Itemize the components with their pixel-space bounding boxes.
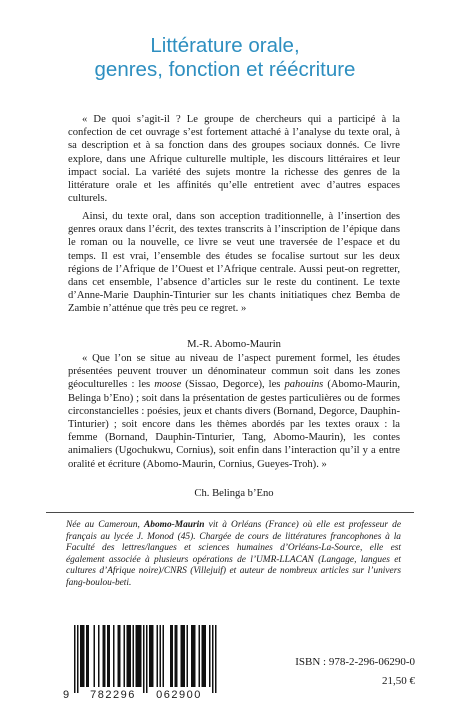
quote-2-text — [68, 352, 400, 471]
barcode-bar — [182, 625, 184, 687]
barcode-bar — [199, 625, 201, 687]
barcode-bar — [149, 625, 151, 687]
quote-2-signature-block — [68, 487, 400, 500]
barcode-bar — [187, 625, 189, 687]
barcode-bar — [118, 625, 120, 687]
bio-seg-2: vit à Orléans (France) où elle est professeur de français au lycée J. Monod (45). Chargée de cours de littératures francophones à la Faculté des lettres/langues et sciences humaines d’Orléans-La-Source, elle est également associée à plusieurs opérations de l’UMR-LLACAN (Langage, langues et cultures d’Afrique noire)/CNRS (Villejuif) et auteur de nombreux articles sur l’univers fang-boulou-beti. — [66, 520, 401, 588]
quote-2-moose: moose — [154, 379, 182, 391]
barcode-bar — [215, 625, 217, 693]
barcode-bar — [193, 625, 195, 687]
bio-seg-1: Née au Cameroun, — [66, 520, 145, 530]
barcode-bar — [140, 625, 142, 687]
quote-2-seg-1: « Que l’on se situe au niveau de l’aspect purement formel, les études présentées peuvent trouver un dénominateur commun soit dans les zones géoculturelles : les — [68, 353, 400, 391]
barcode-bar — [152, 625, 154, 687]
quote-1-para-1-text: « De quoi s’agit-il ? Le groupe de chercheurs qui a participé à la confection de cet ouvrage s’est fortement attaché à l’analyse du texte oral, à sa description et à sa fonction dans des groupes sociaux donnés. Ce livre explore, dans une Afrique culturelle multiple, les discours littéraires et leur impact social. La variété des sujets montre la richesse des genres de la littérature orale et les affinités qu’elle entretient avec d’autres espaces culturels. — [68, 114, 400, 205]
quote-1-paragraph-2 — [68, 210, 400, 316]
barcode-bar — [209, 625, 211, 687]
barcode-bar — [119, 625, 121, 687]
barcode-right-digits: 062900 — [156, 689, 202, 701]
barcode-bar — [212, 625, 214, 693]
barcode-bar — [163, 625, 165, 687]
quote-2-signature: Ch. Belinga b’Eno — [194, 488, 274, 499]
barcode-bar — [109, 625, 111, 687]
quote-1-signature-block — [68, 338, 400, 351]
quote-2-paragraph — [68, 352, 400, 471]
barcode-bar — [82, 625, 84, 687]
barcode-bar — [176, 625, 178, 687]
barcode-bar — [130, 625, 132, 687]
barcode-bar — [98, 625, 100, 687]
barcode-bar — [194, 625, 196, 687]
barcode-bar — [113, 625, 115, 687]
barcode-bar — [143, 625, 145, 693]
barcode-bar — [203, 625, 205, 687]
quote-1-para-2-text: Ainsi, du texte oral, dans son acception traditionnelle, à l’insertion des genres oraux dans l’écrit, des textes transcrits à l’inscription de l’épique dans le roman ou la nouvelle, ce livre se veut une traversée de l’espace et du temps. Il est vrai, l’ensemble des études se focalise surtout sur les deux régions de l’Afrique de l’Ouest et l’Afrique centrale. Aussi peut-on regretter, dans cet ensemble, l’absence d’articles sur le reste du continent. Le texte d’Anne-Marie Dauphin-Tinturier sur les chants initiatiques chez Bemba de Zambie n’atténue que très peu ce regret. » — [68, 211, 400, 315]
barcode-bar — [103, 625, 105, 687]
isbn-label: ISBN : 978-2-296-06290-0 — [295, 656, 415, 668]
barcode-bar — [170, 625, 172, 687]
barcode-bar — [157, 625, 159, 687]
barcode-bar — [83, 625, 85, 687]
barcode-bar — [205, 625, 207, 687]
barcode-bar — [127, 625, 129, 687]
barcode-bars — [74, 625, 217, 693]
quote-2-seg-3: (Abomo-Maurin, Belinga b’Eno) ; soit dans la présentation de gestes particulières ou de formes circonstancielles : poésies, jeux et chants divers (Bornand, Degorce, Dauphin-Tinturier) ; soit encore dans les thèmes abordés par les textes oraux : la femme (Bornand, Dauphin-Tinturier, Tang, Abomo-Maurin), les contes animaliers (Ugochukwu, Cornius), soit enfin dans l’interaction qu’il y a entre oralité et écriture (Abomo-Maurin, Cornius, Gueyes-Troh). » — [68, 379, 401, 470]
barcode-bar — [104, 625, 106, 687]
barcode-bar — [160, 625, 162, 687]
barcode-bar — [139, 625, 141, 687]
quote-2-pahouins: pahouins — [284, 379, 324, 391]
barcode-bar — [133, 625, 135, 687]
barcode-bar — [151, 625, 153, 687]
barcode-bar — [175, 625, 177, 687]
barcode-left-digits: 782296 — [90, 689, 136, 701]
barcode-bar — [184, 625, 186, 687]
book-title — [0, 34, 450, 82]
price-label: 21,50 € — [382, 675, 415, 687]
quote-1-signature: M.-R. Abomo-Maurin — [187, 339, 281, 350]
author-bio — [66, 520, 401, 590]
barcode-bar — [137, 625, 139, 687]
barcode-bar — [172, 625, 174, 687]
barcode-bar — [107, 625, 109, 687]
title-line-2: genres, fonction et réécriture — [94, 58, 356, 81]
barcode-bar — [88, 625, 90, 687]
barcode-bar — [128, 625, 130, 687]
barcode-bar — [77, 625, 79, 693]
barcode-first-digit: 9 — [63, 689, 70, 701]
separator-line — [46, 512, 414, 513]
barcode-bar — [136, 625, 138, 687]
bio-author-name: Abomo-Maurin — [144, 520, 205, 530]
barcode-bar — [124, 625, 126, 687]
barcode-bar — [80, 625, 82, 687]
barcode-bar — [74, 625, 76, 693]
ean-barcode — [60, 623, 232, 701]
title-line-1: Littérature orale, — [150, 34, 300, 57]
barcode-bar — [94, 625, 96, 687]
barcode-bar — [146, 625, 148, 693]
barcode-bar — [86, 625, 88, 687]
barcode-bar — [202, 625, 204, 687]
barcode-bar — [191, 625, 193, 687]
barcode-bar — [181, 625, 183, 687]
quote-1-paragraph-1 — [68, 113, 400, 205]
quote-2-seg-2: (Sissao, Degorce), les — [181, 379, 285, 391]
